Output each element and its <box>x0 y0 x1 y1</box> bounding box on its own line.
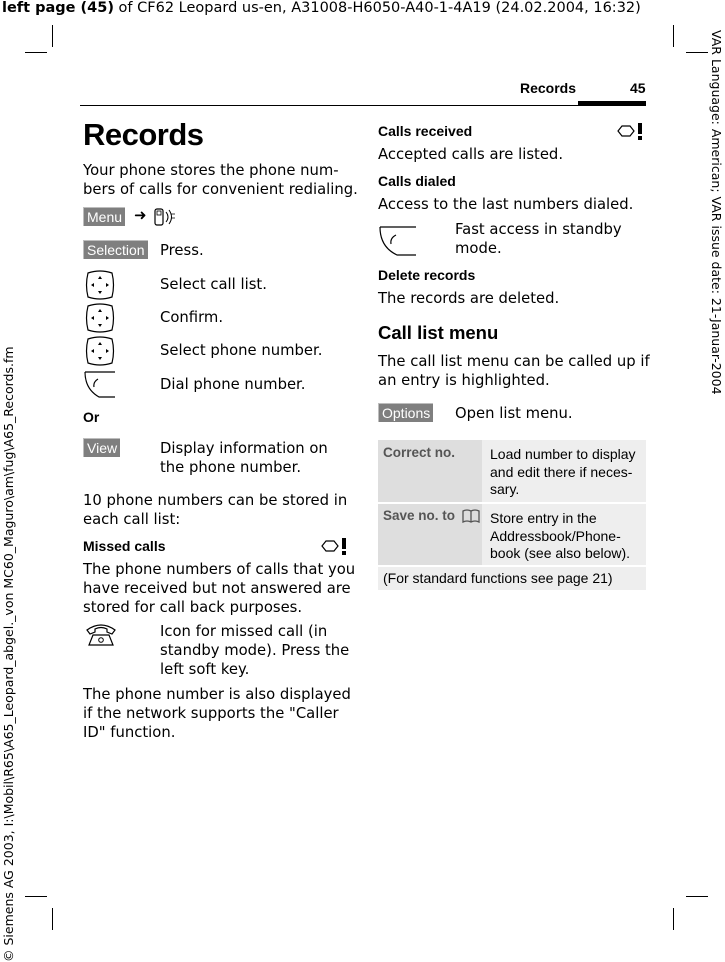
intro-line: Your phone stores the phone num- <box>83 162 339 179</box>
running-header-title: Records <box>520 80 577 96</box>
text-line: The phone number is also displayed <box>83 686 351 703</box>
call-key-icon[interactable] <box>378 224 418 258</box>
step-text: Press. <box>160 242 204 259</box>
option-name <box>383 508 480 523</box>
calls-received-heading: Calls received <box>378 123 473 139</box>
calls-received-text: Accepted calls are listed. <box>378 146 564 163</box>
crop-mark <box>52 908 53 930</box>
arrow-icon: ➜ <box>134 206 147 224</box>
option-description <box>490 510 640 563</box>
text-line: Icon for missed call (in <box>160 623 328 640</box>
step-text: Dial phone number. <box>160 376 306 393</box>
menu-path <box>83 207 125 226</box>
selection-key[interactable]: Selection <box>83 240 148 259</box>
view-step <box>83 438 120 457</box>
options-step <box>378 403 433 422</box>
options-text: Open list menu. <box>455 405 573 422</box>
crop-mark <box>25 896 47 897</box>
call-key-icon[interactable] <box>83 369 117 399</box>
banner-page-label: left page (45) <box>2 0 114 16</box>
records-menu-icon <box>153 206 179 228</box>
text-line: Addressbook/Phone- <box>490 527 621 544</box>
option-description <box>490 446 640 499</box>
option-name: Correct no. <box>383 445 456 460</box>
text-line: 10 phone numbers can be stored in <box>83 492 348 509</box>
document-banner <box>2 0 641 16</box>
text-line: an entry is highlighted. <box>378 372 550 389</box>
option-name-text: Save no. to <box>383 508 456 523</box>
nav-key-icon[interactable] <box>84 336 116 366</box>
text-line: ID" function. <box>83 724 176 741</box>
side-var-language: VAR Language: American; VAR issue date: 21-Januar-2004 <box>709 30 724 395</box>
table-row <box>378 440 646 502</box>
calls-dialed-text: Access to the last numbers dialed. <box>378 196 634 213</box>
text-line: sary. <box>490 481 520 497</box>
nav-key-icon[interactable] <box>84 303 116 333</box>
missed-calls-paragraph <box>83 560 355 617</box>
text-line: have received but not answered are <box>83 580 351 597</box>
text-line: the phone number. <box>160 459 302 476</box>
call-list-menu-text <box>378 352 650 390</box>
step-text: Select call list. <box>160 276 267 293</box>
menu-key[interactable]: Menu <box>83 207 125 226</box>
crop-mark <box>673 25 674 47</box>
nav-key-icon[interactable] <box>84 270 116 300</box>
side-copyright: © Siemens AG 2003, I:\Mobil\R65\A65_Leopard_abgel._von MC60_Maguro\am\fug\A65_Records.fm <box>1 346 16 962</box>
header-rule <box>80 105 646 106</box>
crop-mark <box>686 52 708 53</box>
text-line: Display information on <box>160 440 328 457</box>
text-line: standby mode). Press the <box>160 642 350 659</box>
intro-line: bers of calls for convenient redialing. <box>83 181 358 198</box>
selection-step <box>83 240 148 259</box>
table-row <box>378 504 646 565</box>
step-text: Confirm. <box>160 309 224 326</box>
text-line: left soft key. <box>160 661 250 678</box>
crop-mark <box>25 52 47 53</box>
text-line: book (see also below). <box>490 545 631 561</box>
page-number: 45 <box>630 80 646 96</box>
missed-call-phone-icon <box>84 620 118 648</box>
crop-mark <box>52 25 53 47</box>
footer-note: (For standard functions see page 21) <box>383 570 613 586</box>
delete-records-heading: Delete records <box>378 267 476 283</box>
banner-source: of CF62 Leopard us-en, A31008-H6050-A40-1-4A19 (24.02.2004, 16:32) <box>113 0 641 16</box>
capacity-paragraph <box>83 491 347 529</box>
view-description <box>160 439 328 477</box>
page-title: Records <box>83 117 204 152</box>
text-line: Fast access in standby <box>455 221 622 238</box>
text-line: mode. <box>455 240 502 257</box>
options-key[interactable]: Options <box>378 403 433 422</box>
text-line: Store entry in the <box>490 510 597 526</box>
delete-records-text: The records are deleted. <box>378 290 560 307</box>
text-line: each call list: <box>83 511 181 528</box>
crop-mark <box>686 896 708 897</box>
list-memory-icon <box>616 120 646 142</box>
text-line: Load number to display <box>490 446 636 462</box>
step-text: Select phone number. <box>160 342 323 359</box>
text-line: if the network supports the "Caller <box>83 705 339 722</box>
text-line: stored for call back purposes. <box>83 599 303 616</box>
header-tab <box>578 101 646 105</box>
calls-dialed-heading: Calls dialed <box>378 173 456 189</box>
missed-calls-heading: Missed calls <box>83 538 166 554</box>
missed-icon-description <box>160 622 349 679</box>
text-line: The phone numbers of calls that you <box>83 561 356 578</box>
list-memory-icon <box>320 535 350 557</box>
addressbook-icon <box>462 509 480 523</box>
text-line: The call list menu can be called up if <box>378 353 650 370</box>
or-label: Or <box>83 409 100 425</box>
intro-paragraph <box>83 161 358 199</box>
table-footer-row <box>378 567 646 590</box>
fast-access-text <box>455 220 622 258</box>
view-key[interactable]: View <box>83 438 120 457</box>
call-list-menu-heading: Call list menu <box>378 322 499 343</box>
text-line: and edit there if neces- <box>490 463 633 480</box>
crop-mark <box>673 908 674 930</box>
caller-id-paragraph <box>83 685 351 742</box>
